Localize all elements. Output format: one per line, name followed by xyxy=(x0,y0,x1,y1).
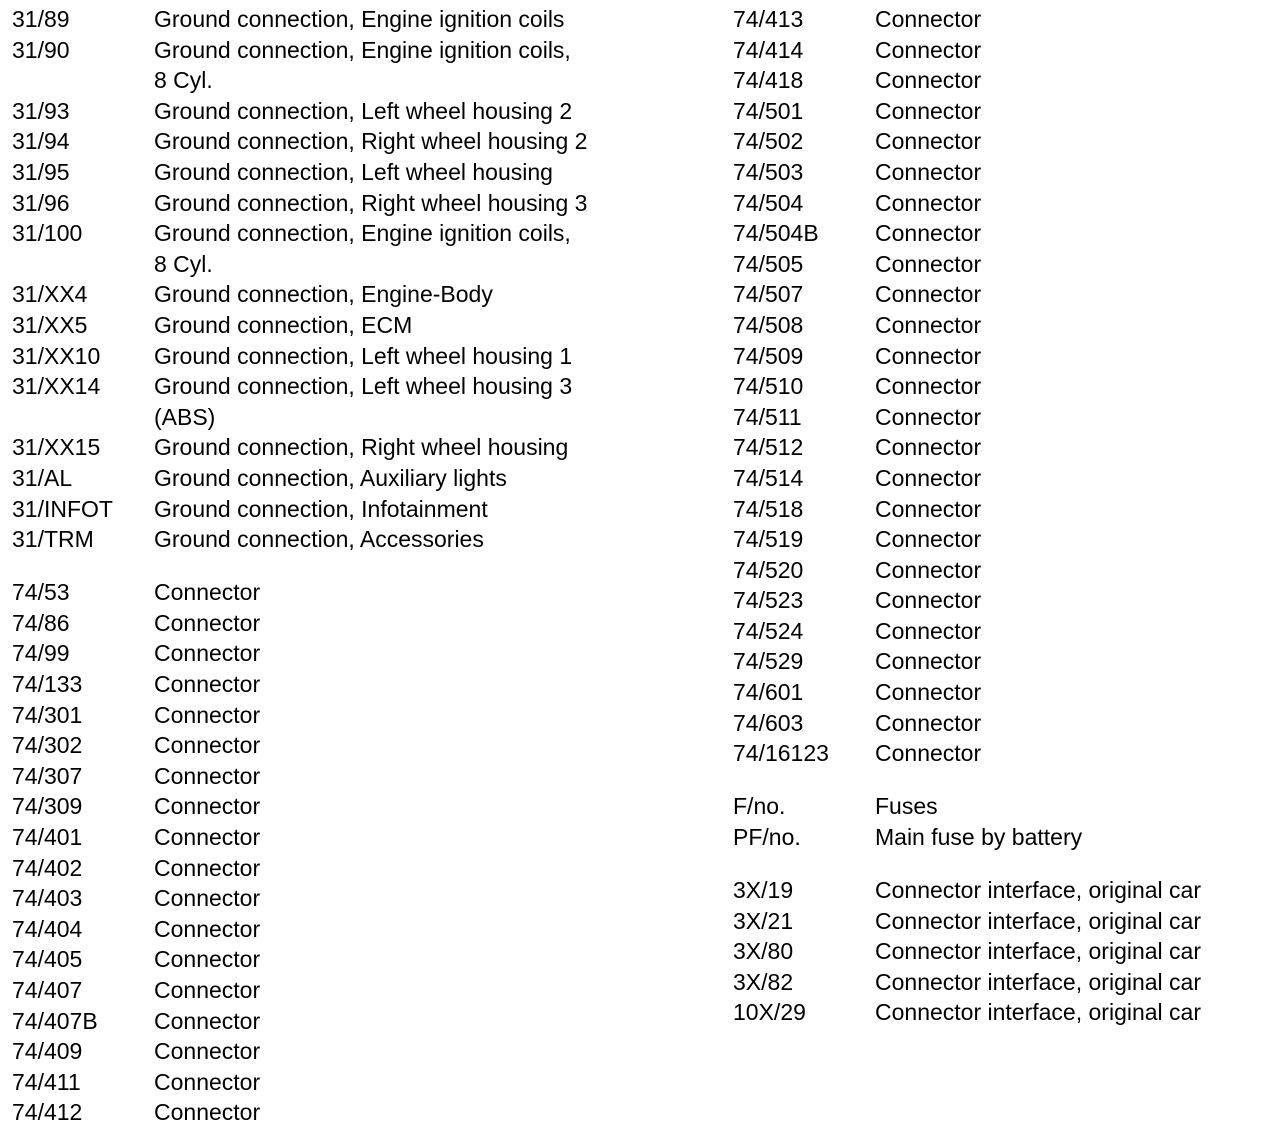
legend-group xyxy=(733,4,1253,769)
entry-code: 74/502 xyxy=(733,128,804,155)
entry-description: Ground connection, Auxiliary lights xyxy=(154,464,507,491)
entry-description: Ground connection, Left wheel housing xyxy=(154,158,553,185)
legend-entry xyxy=(12,638,652,669)
legend-entry xyxy=(733,402,1253,433)
entry-description: Ground connection, ECM xyxy=(154,311,413,338)
entry-description: Connector xyxy=(154,1007,261,1034)
legend-entry xyxy=(733,555,1253,586)
entry-description: Connector xyxy=(154,609,261,636)
entry-code: 31/93 xyxy=(12,97,70,124)
entry-description: Connector interface, original car xyxy=(875,999,1201,1026)
entry-code: 3X/21 xyxy=(733,907,794,934)
legend-entry xyxy=(12,914,652,945)
entry-description: Connector xyxy=(875,495,982,522)
entry-code: 3X/80 xyxy=(733,938,794,965)
entry-code: 74/407 xyxy=(12,976,83,1003)
entry-code: 74/505 xyxy=(733,250,804,277)
legend-entry xyxy=(733,310,1253,341)
entry-description: Connector xyxy=(154,976,261,1003)
entry-description: Connector xyxy=(875,434,982,461)
entry-code: 74/302 xyxy=(12,732,83,759)
entry-code: 74/512 xyxy=(733,434,804,461)
legend-entry xyxy=(733,126,1253,157)
entry-description: Connector xyxy=(875,648,982,675)
entry-description: Connector xyxy=(875,403,982,430)
legend-entry xyxy=(733,371,1253,402)
legend-entry xyxy=(733,524,1253,555)
entry-code: 74/402 xyxy=(12,854,83,881)
entry-description: Ground connection, Left wheel housing 1 xyxy=(154,342,573,369)
entry-description: Connector xyxy=(154,885,261,912)
entry-description: Connector xyxy=(875,250,982,277)
legend-entry xyxy=(12,1036,652,1067)
legend-entry xyxy=(12,608,652,639)
legend-entry xyxy=(12,1097,652,1128)
entry-code: 31/89 xyxy=(12,6,70,32)
entry-description: Connector xyxy=(875,709,982,736)
entry-code: 74/407B xyxy=(12,1007,98,1034)
entry-code: 74/524 xyxy=(733,617,804,644)
legend-group xyxy=(733,875,1253,1028)
entry-code: 74/514 xyxy=(733,464,804,491)
legend-entry xyxy=(12,1006,652,1037)
legend-entry xyxy=(733,791,1253,822)
entry-description: Connector xyxy=(875,36,982,63)
entry-description: Connector interface, original car xyxy=(875,938,1201,965)
entry-code: 74/509 xyxy=(733,342,804,369)
legend-entry xyxy=(733,157,1253,188)
entry-code: 74/519 xyxy=(733,526,804,553)
entry-description: Connector xyxy=(875,556,982,583)
legend-entry xyxy=(12,4,652,35)
entry-description: Connector xyxy=(154,823,261,850)
entry-description: Ground connection, Left wheel housing 3 (ABS) xyxy=(154,373,573,430)
legend-entry xyxy=(12,1067,652,1098)
entry-description: Connector xyxy=(154,915,261,942)
legend-entry xyxy=(733,936,1253,967)
legend-entry xyxy=(12,700,652,731)
legend-entry xyxy=(733,35,1253,66)
legend-entry xyxy=(733,188,1253,219)
legend-entry xyxy=(733,218,1253,249)
entry-description: Main fuse by battery xyxy=(875,823,1083,850)
legend-entry xyxy=(12,371,652,432)
entry-code: 74/601 xyxy=(733,679,804,706)
entry-description: Connector xyxy=(875,526,982,553)
legend-entry xyxy=(12,494,652,525)
legend-entry xyxy=(733,967,1253,998)
entry-code: 31/AL xyxy=(12,464,73,491)
entry-description: Ground connection, Engine-Body xyxy=(154,281,493,308)
entry-description: Connector interface, original car xyxy=(875,968,1201,995)
entry-code: 74/507 xyxy=(733,281,804,308)
entry-description: Connector xyxy=(875,342,982,369)
legend-entry xyxy=(12,822,652,853)
entry-code: 74/412 xyxy=(12,1099,83,1126)
entry-code: 74/414 xyxy=(733,36,804,63)
entry-description: Connector xyxy=(154,701,261,728)
entry-description: Connector xyxy=(154,1038,261,1065)
entry-code: 74/520 xyxy=(733,556,804,583)
entry-description: Connector interface, original car xyxy=(875,877,1201,904)
entry-description: Connector xyxy=(875,679,982,706)
entry-code: 74/53 xyxy=(12,579,70,606)
entry-description: Ground connection, Engine ignition coils xyxy=(154,6,565,32)
legend-entry xyxy=(12,341,652,372)
legend-entry xyxy=(12,96,652,127)
legend-entry xyxy=(733,906,1253,937)
legend-entry xyxy=(733,279,1253,310)
legend-entry xyxy=(733,997,1253,1028)
entry-code: 74/401 xyxy=(12,823,83,850)
entry-description: Ground connection, Left wheel housing 2 xyxy=(154,97,573,124)
legend-entry xyxy=(12,35,652,96)
entry-description: Ground connection, Infotainment xyxy=(154,495,488,522)
legend-entry xyxy=(733,708,1253,739)
entry-description: Connector xyxy=(875,311,982,338)
entry-code: 31/XX5 xyxy=(12,311,88,338)
legend-entry xyxy=(12,853,652,884)
legend-entry xyxy=(12,730,652,761)
entry-description: Ground connection, Engine ignition coils, 8 Cyl. xyxy=(154,220,571,277)
entry-code: 31/95 xyxy=(12,158,70,185)
entry-description: Connector xyxy=(875,97,982,124)
entry-code: 74/504 xyxy=(733,189,804,216)
entry-code: 74/603 xyxy=(733,709,804,736)
legend-group xyxy=(12,577,652,1128)
legend-entry xyxy=(12,157,652,188)
entry-code: 31/XX10 xyxy=(12,342,101,369)
entry-code: 74/411 xyxy=(12,1068,81,1095)
entry-code: 31/TRM xyxy=(12,526,94,553)
entry-description: Connector xyxy=(154,670,261,697)
legend-entry xyxy=(733,341,1253,372)
entry-code: 74/99 xyxy=(12,640,70,667)
entry-description: Ground connection, Right wheel housing 2 xyxy=(154,128,588,155)
entry-code: PF/no. xyxy=(733,823,801,850)
entry-description: Ground connection, Right wheel housing 3 xyxy=(154,189,588,216)
entry-code: 31/90 xyxy=(12,36,70,63)
legend-entry xyxy=(733,585,1253,616)
entry-code: 74/501 xyxy=(733,97,804,124)
legend-entry xyxy=(12,669,652,700)
entry-code: 31/94 xyxy=(12,128,70,155)
entry-description: Fuses xyxy=(875,793,938,820)
legend-entry xyxy=(12,279,652,310)
entry-code: 74/403 xyxy=(12,885,83,912)
legend-entry xyxy=(733,738,1253,769)
legend-entry xyxy=(12,791,652,822)
entry-description: Connector xyxy=(875,617,982,644)
entry-description: Connector xyxy=(875,128,982,155)
entry-code: 74/16123 xyxy=(733,740,829,767)
entry-code: 74/86 xyxy=(12,609,70,636)
entry-description: Ground connection, Accessories xyxy=(154,526,484,553)
entry-code: 74/508 xyxy=(733,311,804,338)
legend-entry xyxy=(733,249,1253,280)
entry-code: 10X/29 xyxy=(733,999,806,1026)
entry-code: 31/XX15 xyxy=(12,434,101,461)
entry-code: 3X/19 xyxy=(733,877,794,904)
legend-entry xyxy=(12,432,652,463)
entry-description: Connector xyxy=(154,732,261,759)
legend-entry xyxy=(12,218,652,279)
entry-code: 74/133 xyxy=(12,670,83,697)
entry-description: Ground connection, Right wheel housing xyxy=(154,434,569,461)
legend-column-right xyxy=(733,4,1253,1028)
entry-code: F/no. xyxy=(733,793,786,820)
legend-entry xyxy=(733,875,1253,906)
legend-entry xyxy=(733,432,1253,463)
entry-description: Connector xyxy=(875,464,982,491)
entry-code: 31/XX14 xyxy=(12,373,101,400)
legend-entry xyxy=(733,822,1253,853)
legend-entry xyxy=(733,494,1253,525)
entry-description: Connector xyxy=(875,6,982,32)
entry-code: 74/409 xyxy=(12,1038,83,1065)
entry-description: Connector xyxy=(875,189,982,216)
legend-group xyxy=(12,4,652,555)
legend-entry xyxy=(12,883,652,914)
entry-code: 74/510 xyxy=(733,373,804,400)
entry-description: Connector xyxy=(875,220,982,247)
entry-description: Connector xyxy=(154,946,261,973)
entry-description: Connector xyxy=(154,640,261,667)
entry-description: Connector xyxy=(154,1068,261,1095)
entry-description: Connector xyxy=(154,1099,261,1126)
legend-entry xyxy=(12,975,652,1006)
legend-entry xyxy=(12,310,652,341)
entry-code: 74/518 xyxy=(733,495,804,522)
entry-description: Connector interface, original car xyxy=(875,907,1201,934)
legend-entry xyxy=(12,188,652,219)
entry-code: 74/307 xyxy=(12,762,83,789)
entry-code: 74/504B xyxy=(733,220,819,247)
entry-description: Connector xyxy=(154,762,261,789)
entry-code: 74/418 xyxy=(733,67,804,94)
entry-code: 74/511 xyxy=(733,403,802,430)
entry-code: 74/529 xyxy=(733,648,804,675)
entry-code: 74/503 xyxy=(733,158,804,185)
entry-description: Connector xyxy=(154,854,261,881)
legend-entry xyxy=(12,126,652,157)
entry-description: Connector xyxy=(154,579,261,606)
entry-code: 31/96 xyxy=(12,189,70,216)
entry-description: Connector xyxy=(875,67,982,94)
entry-code: 31/100 xyxy=(12,220,83,247)
entry-code: 31/INFOT xyxy=(12,495,113,522)
legend-entry xyxy=(733,65,1253,96)
entry-code: 74/301 xyxy=(12,701,83,728)
legend-entry xyxy=(733,646,1253,677)
legend-group xyxy=(733,791,1253,852)
legend-entry xyxy=(12,577,652,608)
entry-code: 31/XX4 xyxy=(12,281,88,308)
legend-entry xyxy=(733,463,1253,494)
entry-code: 74/309 xyxy=(12,793,83,820)
entry-code: 74/523 xyxy=(733,587,804,614)
legend-entry xyxy=(733,616,1253,647)
entry-code: 74/405 xyxy=(12,946,83,973)
entry-description: Ground connection, Engine ignition coils, 8 Cyl. xyxy=(154,36,571,94)
legend-column-left xyxy=(12,4,652,1128)
legend-entry xyxy=(12,761,652,792)
legend-entry xyxy=(12,524,652,555)
legend-entry xyxy=(733,677,1253,708)
legend-entry xyxy=(733,4,1253,35)
legend-entry xyxy=(733,96,1253,127)
entry-description: Connector xyxy=(154,793,261,820)
entry-description: Connector xyxy=(875,158,982,185)
entry-code: 3X/82 xyxy=(733,968,794,995)
legend-entry xyxy=(12,463,652,494)
entry-description: Connector xyxy=(875,740,982,767)
legend-entry xyxy=(12,944,652,975)
entry-description: Connector xyxy=(875,281,982,308)
entry-code: 74/413 xyxy=(733,6,804,32)
entry-description: Connector xyxy=(875,373,982,400)
entry-code: 74/404 xyxy=(12,915,83,942)
entry-description: Connector xyxy=(875,587,982,614)
